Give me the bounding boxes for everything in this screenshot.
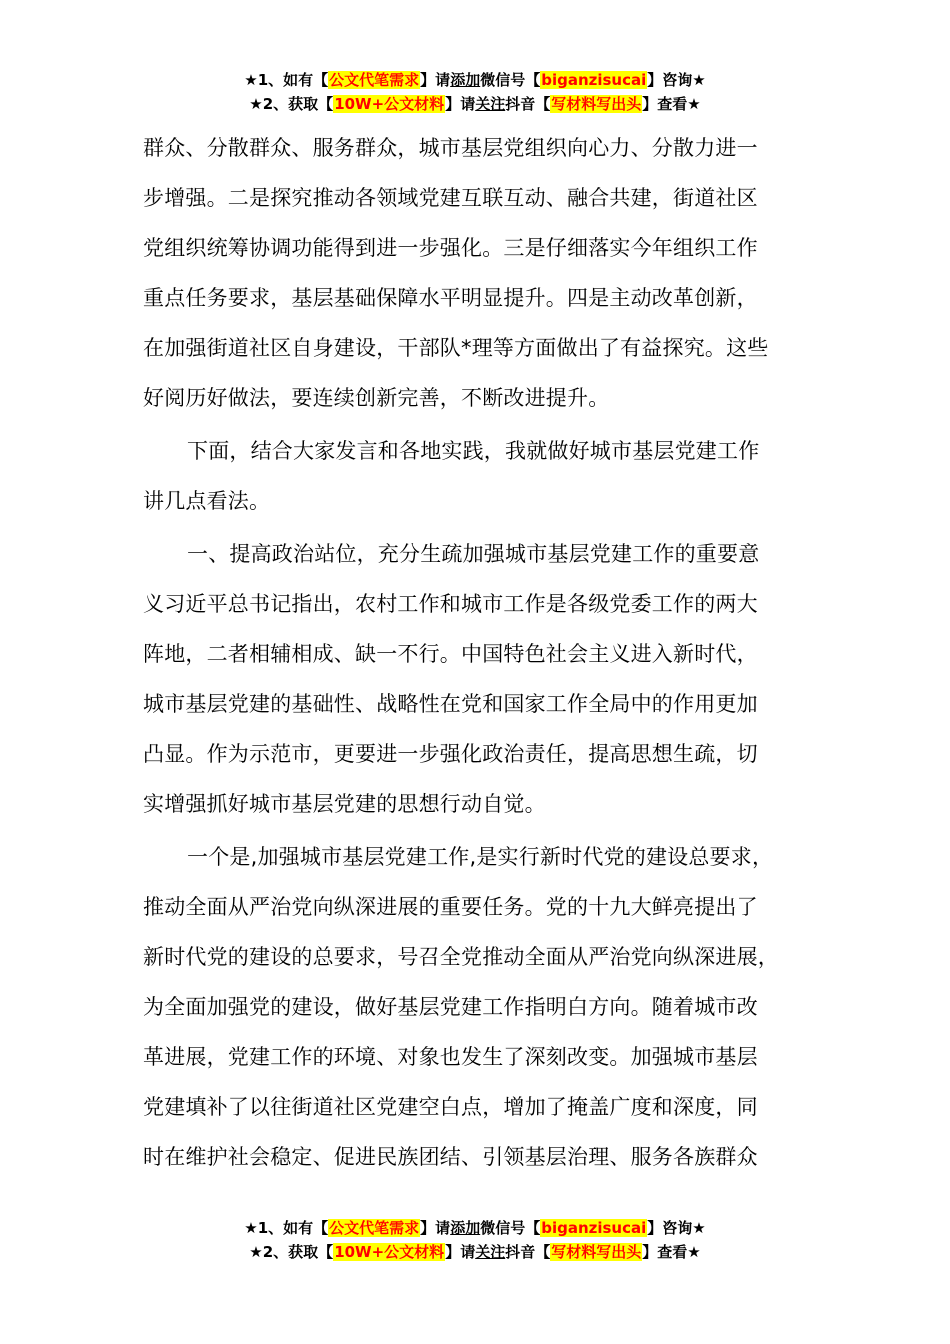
promo-text: 微信号【 (480, 71, 541, 89)
body-line: 为全面加强党的建设，做好基层党建工作指明白方向。随着城市改 (143, 995, 758, 1019)
body-line: 推动全面从严治党向纵深进展的重要任务。党的十九大鲜亮提出了 (143, 895, 758, 919)
body-line: 党建填补了以往街道社区党建空白点，增加了掩盖广度和深度，同 (143, 1095, 758, 1119)
promo-text: ★1、如有【 (244, 1219, 329, 1237)
body-line: 在加强街道社区自身建设，干部队*理等方面做出了有益探究。这些 (143, 336, 769, 360)
promo-underlined: 关注 (475, 1243, 506, 1261)
body-line: 讲几点看法。 (143, 489, 271, 513)
body-line: 重点任务要求，基层基础保障水平明显提升。四是主动改革创新， (143, 286, 758, 310)
promo-highlight: 写材料写出头 (551, 1243, 642, 1261)
body-line: 新时代党的建设的总要求，号召全党推动全面从严治党向纵深进展， (143, 945, 779, 969)
body-line: 群众、分散群众、服务群众，城市基层党组织向心力、分散力进一 (143, 136, 758, 160)
body-line: 实增强抓好城市基层党建的思想行动自觉。 (143, 792, 546, 816)
section-heading-line: 一、提高政治站位，充分生疏加强城市基层党建工作的重要意 (187, 542, 760, 566)
promo-highlight: 10W+公文材料 (334, 1243, 445, 1261)
promo-text: 】请 (420, 71, 451, 89)
body-line: 城市基层党建的基础性、战略性在党和国家工作全局中的作用更加 (143, 692, 758, 716)
promo-text: 微信号【 (480, 1219, 541, 1237)
promo-text: 】请 (445, 95, 476, 113)
promo-text: 】查看★ (642, 95, 701, 113)
paragraph-start-line: 一个是,加强城市基层党建工作,是实行新时代党的建设总要求， (187, 845, 774, 869)
promo-text: 】查看★ (642, 1243, 701, 1261)
top-promo-banner (0, 68, 950, 116)
body-line: 好阅历好做法，要连续创新完善，不断改进提升。 (143, 386, 610, 410)
promo-text: 】咨询★ (647, 1219, 706, 1237)
promo-line-2 (0, 92, 950, 116)
promo-text: ★1、如有【 (244, 71, 329, 89)
promo-highlight: biganzisucai (541, 1219, 647, 1237)
promo-highlight: 公文代笔需求 (329, 71, 420, 89)
promo-underlined: 添加 (450, 71, 481, 89)
body-line: 革进展，党建工作的环境、对象也发生了深刻改变。加强城市基层 (143, 1045, 758, 1069)
promo-line-1 (0, 1216, 950, 1240)
promo-underlined: 关注 (475, 95, 506, 113)
promo-text: 】咨询★ (647, 71, 706, 89)
promo-underlined: 添加 (450, 1219, 481, 1237)
promo-highlight: 公文代笔需求 (329, 1219, 420, 1237)
body-line: 义习近平总书记指出，农村工作和城市工作是各级党委工作的两大 (143, 592, 758, 616)
body-line: 凸显。作为示范市，更要进一步强化政治责任，提高思想生疏，切 (143, 742, 758, 766)
body-line: 阵地，二者相辅相成、缺一不行。中国特色社会主义进入新时代， (143, 642, 758, 666)
promo-text: 】请 (420, 1219, 451, 1237)
promo-text: 抖音【 (505, 1243, 551, 1261)
promo-text: ★2、获取【 (249, 95, 334, 113)
bottom-promo-banner (0, 1216, 950, 1264)
promo-highlight: 写材料写出头 (551, 95, 642, 113)
promo-text: 】请 (445, 1243, 476, 1261)
body-line: 党组织统筹协调功能得到进一步强化。三是仔细落实今年组织工作 (143, 236, 758, 260)
promo-line-1 (0, 68, 950, 92)
promo-line-2 (0, 1240, 950, 1264)
document-body (143, 123, 811, 1182)
promo-text: ★2、获取【 (249, 1243, 334, 1261)
promo-highlight: 10W+公文材料 (334, 95, 445, 113)
body-line: 步增强。二是探究推动各领域党建互联互动、融合共建，街道社区 (143, 186, 758, 210)
body-line: 时在维护社会稳定、促进民族团结、引领基层治理、服务各族群众 (143, 1145, 758, 1169)
promo-highlight: biganzisucai (541, 71, 647, 89)
paragraph-start-line: 下面，结合大家发言和各地实践，我就做好城市基层党建工作 (187, 439, 760, 463)
promo-text: 抖音【 (505, 95, 551, 113)
